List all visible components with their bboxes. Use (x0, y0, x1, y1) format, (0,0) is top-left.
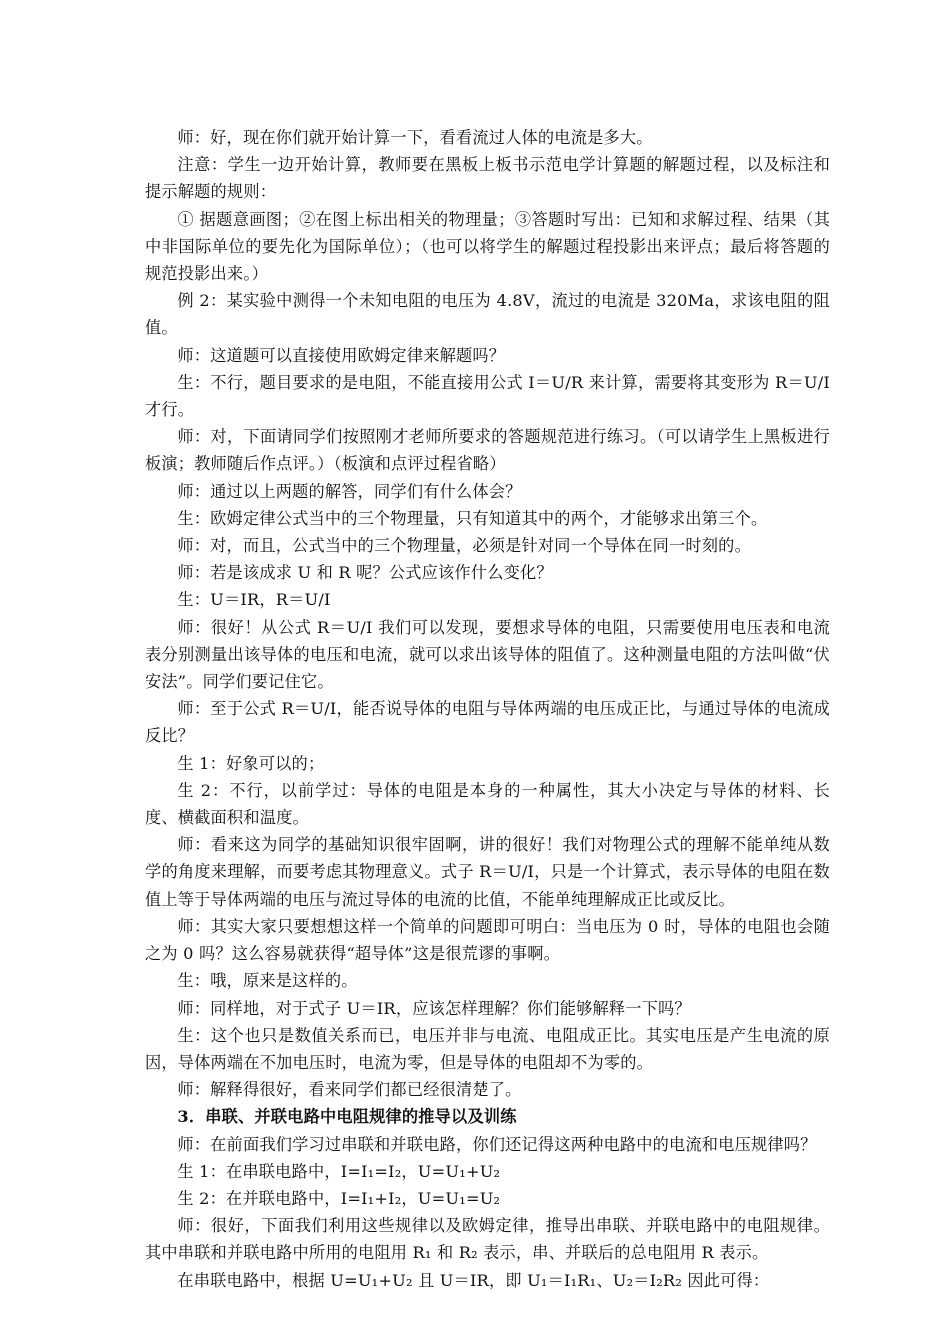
paragraph: 例 2：某实验中测得一个未知电阻的电压为 4.8V，流过的电流是 320Ma，求该电阻的阻值。 (145, 291, 830, 338)
paragraph: ① 据题意画图；②在图上标出相关的物理量；③答题时写出：已知和求解过程、结果（其中非国际单位的要先化为国际单位）；（也可以将学生的解题过程投影出来评点；最后将答题的规范投影出来。） (145, 209, 830, 284)
paragraph: 生：U＝IR，R＝U/I (177, 590, 331, 610)
series-rule-formula: I=I₁=I₂，U=U₁+U₂ (340, 1161, 501, 1181)
series-rule-paragraph (145, 1158, 830, 1185)
paragraph: 生：欧姆定律公式当中的三个物理量，只有知道其中的两个，才能够求出第三个。 (177, 508, 768, 528)
parallel-rule-prefix: 生 2：在并联电路中， (177, 1188, 341, 1208)
paragraph: 生：这个也只是数值关系而已，电压并非与电流、电阻成正比。其实电压是产生电流的原因，导体两端在不加电压时，电流为零，但是导体的电阻却不为零的。 (145, 1025, 830, 1072)
section-intro-paragraph: 师：在前面我们学习过串联和并联电路，你们还记得这两种电路中的电流和电压规律吗？ (177, 1134, 817, 1154)
paragraph: 师：解释得很好，看来同学们都已经很清楚了。 (177, 1080, 522, 1100)
paragraph: 师：看来这为同学的基础知识很牢固啊，讲的很好！我们对物理公式的理解不能单纯从数学的角度来理解，而要考虑其物理意义。式子 R＝U/I，只是一个计算式，表示导体的电阻在数值上等于导体两端的电压与流过导体的电流的比值，不能单纯理解成正比或反比。 (145, 835, 830, 909)
paragraph: 师：对，下面请同学们按照刚才老师所要求的答题规范进行练习。（可以请学生上黑板进行板演；教师随后作点评。）（板演和点评过程省略） (145, 427, 830, 474)
paragraph: 师：其实大家只要想想这样一个简单的问题即可明白：当电压为 0 时，导体的电阻也会随之为 0 吗？这么容易就获得“超导体”这是很荒谬的事啊。 (145, 916, 830, 964)
paragraph: 生 1：好象可以的； (177, 753, 325, 773)
paragraph: 生：不行，题目要求的是电阻，不能直接用公式 I＝U/R 来计算，需要将其变形为 R＝U/I 才行。 (145, 372, 830, 420)
paragraph: 师：同样地，对于式子 U＝IR，应该怎样理解？你们能够解释一下吗？ (177, 998, 691, 1018)
paragraph: 师：对，而且，公式当中的三个物理量，必须是针对同一个导体在同一时刻的。 (177, 536, 751, 556)
section-heading: 3．串联、并联电路中电阻规律的推导以及训练 (177, 1107, 517, 1127)
series-rule-prefix: 生 1：在串联电路中， (177, 1161, 341, 1181)
body-text (145, 124, 830, 1103)
paragraph: 师：这道题可以直接使用欧姆定律来解题吗？ (177, 345, 506, 365)
parallel-rule-paragraph (145, 1185, 830, 1212)
parallel-rule-formula: I=I₁+I₂，U=U₁=U₂ (340, 1188, 501, 1208)
paragraph: 生：哦，原来是这样的。 (177, 971, 358, 991)
paragraph: 师：好，现在你们就开始计算一下，看看流过人体的电流是多大。 (177, 128, 653, 147)
paragraph: 师：若是该成求 U 和 R 呢？公式应该作什么变化？ (177, 563, 553, 583)
paragraph: 师：很好！从公式 R＝U/I 我们可以发现，要想求导体的电阻，只需要使用电压表和电流表分别测量出该导体的电压和电流，就可以求出该导体的阻值了。这种测量电阻的方法叫做“伏安法”。同学们要记住它。 (145, 617, 830, 692)
paragraph: 师：通过以上两题的解答，同学们有什么体会？ (177, 481, 522, 501)
paragraph: 生 2：不行，以前学过：导体的电阻是本身的一种属性，其大小决定与导体的材料、长度、横截面积和温度。 (145, 780, 830, 828)
derivation-step-paragraph: 在串联电路中，根据 U=U₁+U₂ 且 U＝IR，即 U₁＝I₁R₁、U₂＝I₂R₂ 因此可得： (177, 1270, 770, 1290)
paragraph: 师：至于公式 R＝U/I，能否说导体的电阻与导体两端的电压成正比，与通过导体的电流成反比？ (145, 699, 830, 746)
derivation-intro-paragraph: 师：很好，下面我们利用这些规律以及欧姆定律，推导出串联、并联电路中的电阻规律。其中串联和并联电路中所用的电阻用 R₁ 和 R₂ 表示，串、并联后的总电阻用 R 表示。 (145, 1216, 830, 1263)
paragraph: 注意：学生一边开始计算，教师要在黑板上板书示范电学计算题的解题过程，以及标注和提示解题的规则： (145, 155, 830, 202)
